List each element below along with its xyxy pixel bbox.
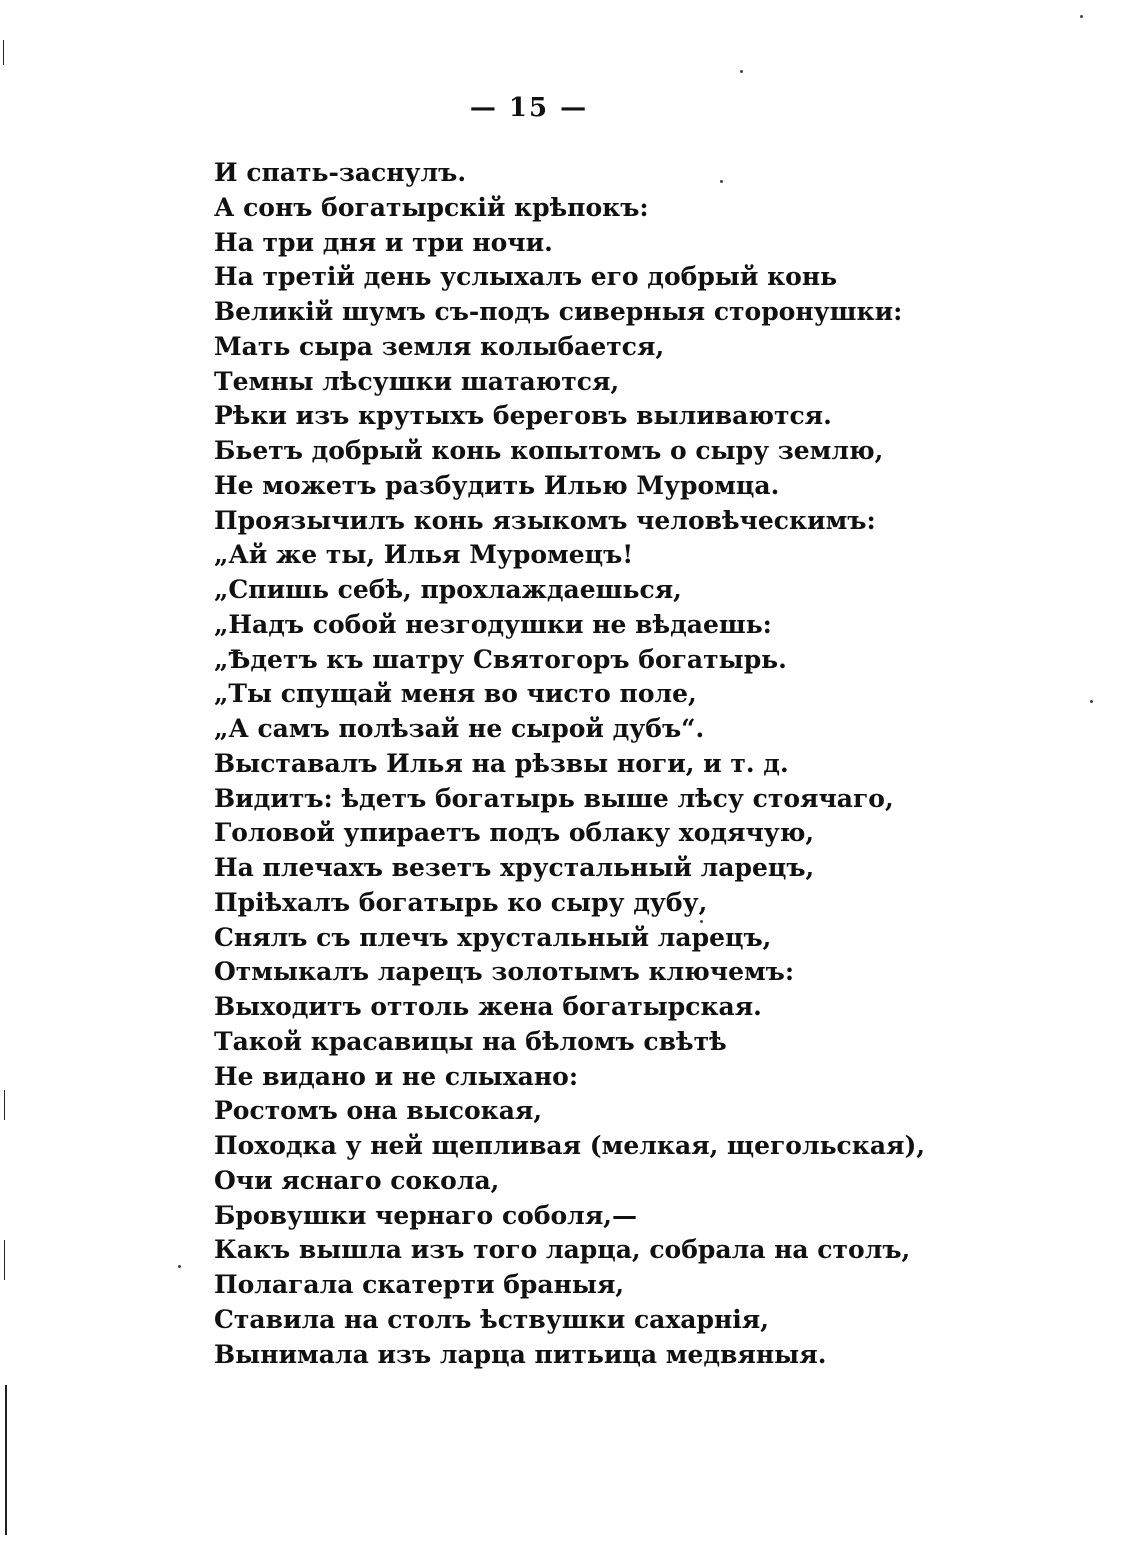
poem-line: „Спишь себѣ, прохлаждаешься, [214,575,682,604]
binding-edge-mark [3,40,4,65]
poem-line: На плечахъ везетъ хрустальный ларецъ, [214,853,815,882]
poem-line: Ростомъ она высокая, [214,1096,543,1126]
poem-line: Великій шумъ съ-подъ сиверныя сторонушки: [214,297,903,326]
scan-speck [700,920,703,923]
scan-speck [1080,15,1083,18]
poem-line: Бьетъ добрый конь копытомъ о сыру землю, [214,436,884,465]
poem-line: Темны лѣсушки шатаются, [214,366,620,396]
poem-line: Походка у ней щепливая (мелкая, щегольская), [214,1131,926,1160]
poem-line: Пріѣхалъ богатырь ко сыру дубу, [214,887,708,917]
scan-speck [740,70,743,73]
poem-line: Выставалъ Илья на рѣзвы ноги, и т. д. [214,748,789,778]
poem-line: Снялъ съ плечъ хрустальный ларецъ, [214,922,772,952]
poem-line: „А самъ полѣзай не сырой дубъ“. [214,714,705,743]
poem-line: А сонъ богатырскій крѣпокъ: [214,192,649,222]
poem-line: Отмыкалъ ларецъ золотымъ ключемъ: [214,957,795,987]
poem-line: Вынимала изъ ларца питьица медвяныя. [214,1339,827,1369]
poem-line: Не можетъ разбудить Илью Муромца. [214,470,780,500]
poem-text [214,156,1094,1372]
poem-line: „Ты спущай меня во чисто поле, [214,679,697,709]
poem-line: Проязычилъ конь языкомъ человѣческимъ: [214,505,876,535]
poem-line: „Надъ собой незгодушки не вѣдаешь: [214,609,772,639]
poem-line: Рѣки изъ крутыхъ береговъ выливаются. [214,401,832,431]
binding-edge-mark [4,1090,5,1120]
poem-line: Выходитъ оттоль жена богатырская. [214,992,762,1021]
poem-line: Не видано и не слыхано: [214,1061,579,1091]
binding-edge-mark [4,1240,5,1280]
scan-speck [1090,700,1093,703]
poem-line: Мать сыра земля колыбается, [214,331,665,361]
poem-line: „Ѣдетъ къ шатру Святогоръ богатырь. [214,644,787,674]
poem-line: Полагала скатерти браныя, [214,1270,625,1299]
poem-line: Такой красавицы на бѣломъ свѣтѣ [214,1026,727,1056]
scan-speck [720,180,723,183]
poem-line: Какъ вышла изъ того ларца, собрала на столъ, [214,1235,911,1265]
poem-line: „Ай же ты, Илья Муромецъ! [214,540,634,570]
poem-line: Бровушки чернаго соболя,— [214,1200,637,1230]
scan-speck [178,1265,181,1268]
page-number: — 15 — [469,93,589,123]
poem-line: Головой упираетъ подъ облаку ходячую, [214,818,815,848]
binding-edge-mark [5,1385,7,1535]
poem-line: На три дня и три ночи. [214,227,553,257]
poem-line: Очи яснаго сокола, [214,1165,500,1195]
poem-line: На третій день услыхалъ его добрый конь [214,262,838,292]
poem-line: Видитъ: ѣдетъ богатырь выше лѣсу стоячаго, [214,783,894,813]
poem-line: Ставила на столъ ѣствушки сахарнія, [214,1304,769,1334]
poem-line: И спать-заснулъ. [214,158,467,187]
